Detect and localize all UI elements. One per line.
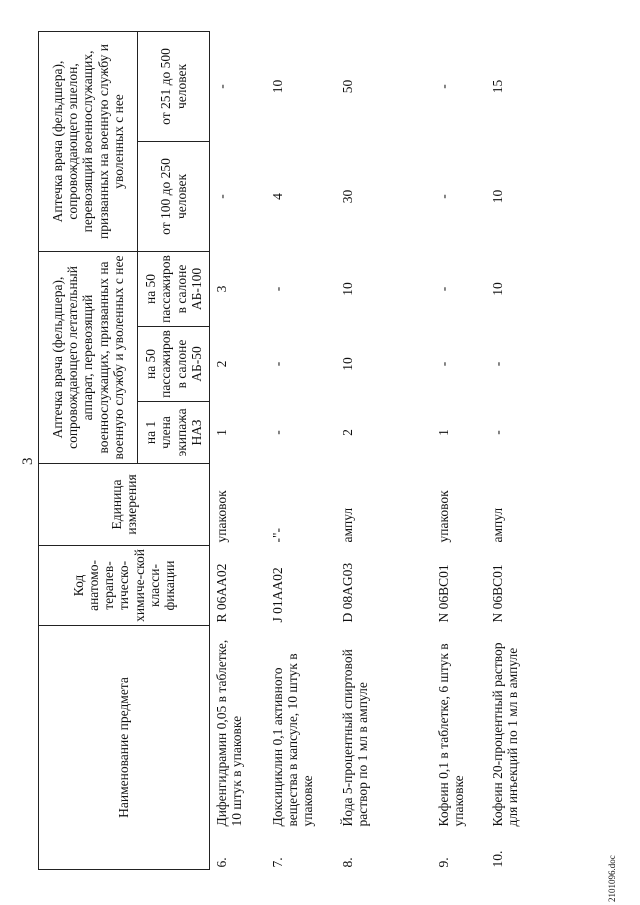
header-code: Код анатомо-терапев-тическо-химиче-ской класси-фикации (39, 545, 210, 625)
quantity-cell: 2 (339, 429, 355, 436)
item-name: Дифенгидрамин 0,05 в таблетке, 10 штук в упаковке (214, 639, 245, 827)
quantity-cell: 10 (339, 357, 355, 371)
item-name: Доксициклин 0,1 активного вещества в капсуле, 10 штук в упаковке (269, 653, 315, 827)
header-name: Наименование предмета (39, 625, 210, 869)
item-unit: -"- (269, 527, 285, 543)
item-name: Йода 5-процентный спиртовой раствор по 1 мл в ампуле (339, 649, 370, 827)
header-sub-crew: на 1 члена экипажа НАЗ (138, 401, 210, 463)
table-row (210, 31, 266, 869)
quantity-cell: 10 (489, 189, 505, 204)
header-unit: Единица измерения (39, 463, 210, 545)
quantity-cell: - (489, 361, 505, 367)
quantity-cell: 30 (339, 189, 355, 204)
header-sub-100-250: от 100 до 250 человек (138, 141, 210, 251)
quantity-cell: - (214, 84, 229, 89)
supplies-table (38, 31, 550, 870)
quantity-cell: - (269, 430, 285, 435)
row-number: 8. (339, 857, 355, 868)
item-code: R 06AA02 (214, 563, 229, 623)
item-unit: ампул (489, 507, 505, 543)
quantity-cell: - (435, 361, 451, 367)
quantity-cell: 1 (435, 429, 451, 436)
header-sub-251-500: от 251 до 500 человек (138, 31, 210, 141)
item-name: Кофеин 20-процентный раствор для инъекций по 1 мл в ампуле (489, 642, 520, 827)
quantity-cell: - (435, 84, 451, 89)
quantity-cell: 10 (489, 282, 505, 296)
page-number: 3 (20, 457, 36, 465)
item-unit: упаковок (435, 490, 451, 543)
header-sub-ab100: на 50 пассажиров в салоне АБ-100 (138, 251, 210, 326)
row-number: 7. (269, 857, 285, 868)
table-row (486, 31, 550, 869)
table-row (336, 31, 432, 869)
quantity-cell: 1 (214, 429, 229, 436)
quantity-cell: 10 (269, 79, 285, 94)
quantity-cell: 50 (339, 79, 355, 94)
item-code: J 01AA02 (269, 567, 285, 623)
item-code: D 08AG03 (339, 562, 355, 623)
table-row (432, 31, 486, 869)
item-code: N 06BC01 (489, 564, 505, 623)
quantity-cell: - (489, 430, 505, 435)
quantity-cell: - (269, 286, 285, 292)
quantity-cell: 4 (269, 193, 285, 200)
header-row-top (39, 31, 138, 869)
table-row (266, 31, 336, 869)
table-body (210, 31, 550, 869)
quantity-cell: 10 (339, 282, 355, 296)
quantity-cell: 15 (489, 79, 505, 94)
item-unit: ампул (339, 507, 355, 543)
row-number: 6. (214, 857, 229, 868)
quantity-cell: 2 (214, 360, 229, 368)
document-id: 2101096.doc (607, 855, 617, 902)
header-sub-ab50: на 50 пассажиров в салоне АБ-50 (138, 326, 210, 401)
header-aircraft-kit: Аптечка врача (фельдшера), сопровождающего летательный аппарат, перевозящий военнослужащих, призванных на военную службу и уволенных с нее (39, 251, 138, 463)
row-number: 10. (489, 850, 505, 868)
quantity-cell: - (435, 286, 451, 292)
quantity-cell: 3 (214, 285, 229, 293)
row-number: 9. (435, 857, 451, 868)
item-code: N 06BC01 (435, 564, 451, 623)
quantity-cell: - (214, 194, 229, 199)
quantity-cell: - (435, 194, 451, 199)
quantity-cell: - (269, 361, 285, 367)
item-name: Кофеин 0,1 в таблетке, 6 штук в упаковке (435, 643, 466, 827)
header-train-kit: Аптечка врача (фельдшера), сопровождающего эшелон, перевозящий военнослужащих, призванных на военную службу и уволенных с нее (39, 31, 138, 251)
item-unit: упаковок (214, 490, 229, 543)
